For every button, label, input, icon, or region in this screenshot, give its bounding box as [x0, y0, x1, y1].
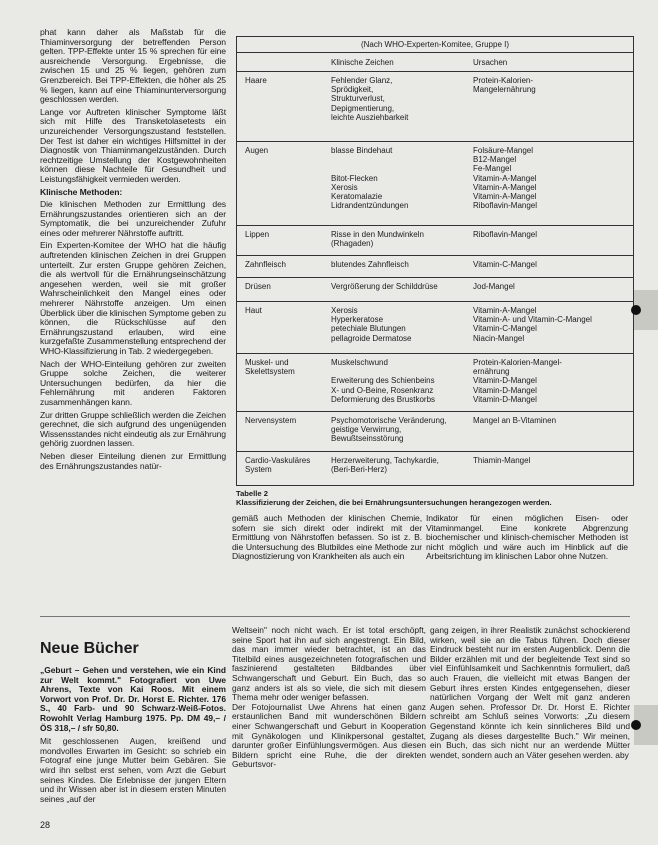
table-row — [237, 277, 633, 302]
table-row — [237, 255, 633, 278]
row-region: Nervensystem — [245, 416, 297, 425]
row-region: Lippen — [245, 230, 270, 239]
table-caption: Tabelle 2 Klassifizierung der Zeichen, die bei Ernährungsuntersuchungen herangezogen werden. — [236, 489, 552, 507]
row-region: Augen — [245, 146, 269, 155]
row-causes: Folsäure-Mangel B12-Mangel Fe-Mangel Vitamin-A-Mangel Vitamin-A-Mangel Vitamin-A-Mangel Riboflavin-Mangel — [473, 146, 538, 211]
row-causes: Riboflavin-Mangel — [473, 230, 538, 239]
paragraph: Neben dieser Einteilung dienen zur Ermittlung des Ernährungszustandes natür- — [40, 450, 226, 471]
row-signs: Xerosis Hyperkeratose petechiale Blutungen pellagroide Dermatose — [331, 306, 412, 343]
table-row — [237, 451, 633, 484]
paragraph: Lange vor Auftreten klinischer Symptome läßt sich mit Hilfe des Transketolasetests ein unzureichender Versorgungszustand feststellen. Der Test ist daher ein wichtiges Hilfsmittel in der Diagnostik von Thiaminmangelzuständen. Durch rechtzeitige Umstellung der Kostgewohnheiten können diese Nachteile für Gesundheit und Leistungsfähigkeit vermieden werden. — [40, 106, 226, 184]
table-row — [237, 71, 633, 142]
row-causes: Jod-Mangel — [473, 282, 515, 291]
row-causes: Vitamin-C-Mangel — [473, 260, 537, 269]
row-causes: Vitamin-A-Mangel Vitamin-A- und Vitamin-C-Mangel Vitamin-C-Mangel Niacin-Mangel — [473, 306, 592, 343]
table-row — [237, 225, 633, 256]
row-causes: Thiamin-Mangel — [473, 456, 531, 465]
row-causes: Protein-Kalorien-Mangel- ernährung Vitamin-D-Mangel Vitamin-D-Mangel Vitamin-D-Mangel — [473, 358, 562, 404]
paragraph: Ein Experten-Komitee der WHO hat die häufig auftretenden klinischen Zeichen in drei Gruppen unterteilt. Zur ersten Gruppe gehören Zeichen, die als wertvoll für die Ernährungseinschätzung angesehen werden, weil sie mit großer Wahrscheinlichkeit den Mangel eines oder mehrerer Nährstoffe anzeigen. Um einen Überblick über die klinischen Symptome geben zu können, die Rückschlüsse auf den Ernährungszustand erlauben, wird eine kurzgefaßte Zusammenstellung entsprechend der WHO-Klassifizierung in Tab. 2 wiedergegeben. — [40, 240, 226, 356]
section-divider — [40, 616, 630, 617]
book-citation: „Geburt – Gehen und verstehen, wie ein Kind zur Welt kommt." Fotografiert von Uwe Ahrens, Texte von Kai Roos. Mit einem Vorwort von Prof. Dr. Dr. Horst E. Richter. 176 S., 40 Farb- und 90 Schwarz-Weiß-Fotos. Rowohlt Verlag Hamburg 1975. Pp. DM 49,– / ÖS 318,– / sfr 50,80. — [40, 665, 226, 733]
table-row — [237, 141, 633, 226]
review-column-3 — [430, 626, 630, 764]
row-signs: Vergrößerung der Schilddrüse — [331, 282, 438, 291]
column-header-causes: Ursachen — [473, 58, 508, 67]
section-title-neue-buecher: Neue Bücher — [40, 640, 139, 657]
table-row — [237, 301, 633, 354]
paragraph: Weltsein" noch nicht wach. Er ist total erschöpft, seine Sport hat ihn auf sich angestrengt. Ein Bild, das man immer wieder betrachtet, ist an das Titelbild eines ausgezeichneten fotografischen und faszinierend gestalteten Bildbandes über Schwangerschaft und Geburt. Ein Buch, das so ganz anders ist als so viele, die sich mit diesem Thema mehr oder weniger befassen. Der Fotojournalist Uwe Ahrens hat einen ganz erstaunlichen Band mit wunderschönen Bildern einer Schwangerschaft und Geburt in Kooperation mit Gynäkologen und Klinikpersonal gestaltet, darunter großer Einfühlungsvermögen. Aus diesen Bildern spricht eine Ruhe, die der direkten Geburtsvor- — [232, 625, 426, 770]
row-region: Haut — [245, 306, 262, 315]
section-heading: Klinische Methoden: — [40, 186, 123, 197]
paragraph: Nach der WHO-Einteilung gehören zur zweiten Gruppe solche Zeichen, die weiterer Untersuchungen bedürfen, da hier die Fehlernährung mit anderen Faktoren zusammenhängen kann. — [40, 358, 226, 407]
paragraph: gang zeigen, in ihrer Realistik zunächst schockierend wirken, weil sie an die Tabus führen. Doch dieser Eindruck besteht nur im ersten Augenblick. Denn die Bilder erzählen mit und der begleitende Text sind so viel Einfühlsamkeit und Sachkenntnis formuliert, daß auch Frauen, die vielleicht mit etwas Bangen der Geburt ihres ersten Kindes entgegensehen, dieser natürlichen Vorgang der Welt mit ganz anderen Augen sehen. Professor Dr. Dr. Horst E. Richter schreibt am Schluß seines Vorworts: „Zu diesem Gegenstand könnte ich kein sinnlicheres Bild und Zugang als dieses dargestellte Buch." Wir meinen, ein Buch, das sich nicht nur an werdende Mütter wendet, sondern auch an Väter gesehen werden. aby — [430, 625, 630, 760]
paragraph: Die klinischen Methoden zur Ermittlung des Ernährungszustandes orientieren sich an der Symptomatik, die bei unzureichender Zufuhr eines oder mehrerer Nährstoffe auftritt. — [40, 199, 226, 238]
row-signs: Herzerweiterung, Tachykardie, (Beri-Beri-Herz) — [331, 456, 439, 475]
article-bottom-column-1 — [232, 514, 422, 565]
row-signs: blutendes Zahnfleisch — [331, 260, 409, 269]
article-left-column — [40, 28, 226, 474]
paragraph: Indikator für einen möglichen Eisen- oder Vitaminmangel. Eine konkrete Abgrenzung biochemischer und klinisch-chemischer Methoden ist nicht möglich und wäre auch im Hinblick auf die Arbeitsrichtung im klinischen Labor ohne Nutzen. — [426, 513, 628, 562]
row-signs: Fehlender Glanz, Sprödigkeit, Strukturverlust, Depigmentierung, leichte Ausziehbarkeit — [331, 76, 409, 122]
paragraph: gemäß auch Methoden der klinischen Chemie, sofern sie sich direkt oder indirekt mit der Ermittlung von Nährstoffen befassen. So ist z. B. die Untersuchung des Blutbildes eine Methode zur Diagnostizierung von Krankheiten als auch ein — [232, 513, 422, 562]
row-causes: Mangel an B-Vitaminen — [473, 416, 557, 425]
article-bottom-column-2 — [426, 514, 628, 565]
row-signs: Muskelschwund Erweiterung des Schienbeins X- und O-Beine, Rosenkranz Deformierung des Brustkorbs — [331, 358, 436, 404]
punch-hole-icon — [631, 305, 641, 315]
punch-hole-icon — [631, 720, 641, 730]
table-header: (Nach WHO-Experten-Komitee, Gruppe I) — [237, 37, 633, 53]
review-column-2 — [232, 626, 426, 774]
table-column-headers — [237, 53, 633, 72]
column-header-signs: Klinische Zeichen — [331, 58, 394, 67]
row-region: Drüsen — [245, 282, 271, 291]
table-row — [237, 411, 633, 452]
paragraph: Mit geschlossenen Augen, kreißend und mondvolles Erwarten im Gesicht: so schrieb ein Fotograf eine junge Mutter beim Gebären. Sie wird ihn selbst erst sehen, vom Arzt die Geburt seines Kindes. Die Erlebnisse der jungen Eltern und ihr Wissen aber ist in diesem ersten Minuten seines „auf der — [40, 736, 226, 804]
row-signs: Risse in den Mundwinkeln (Rhagaden) — [331, 230, 424, 249]
review-column-1 — [40, 666, 226, 808]
paragraph: phat kann daher als Maßstab für die Thiaminversorgung der betreffenden Person gelten. TPP-Effekte unter 15 % sprechen für eine ausreichende Versorgung. Ergebnisse, die zwischen 15 und 25 % liegen, gehören zum Grenzbereich. Bei TPP-Effekten, die höher als 25 % liegen, kann auf eine Thiaminunterversorgung geschlossen werden. — [40, 27, 226, 105]
table-row — [237, 353, 633, 412]
row-causes: Protein-Kalorien- Mangelernährung — [473, 76, 536, 95]
row-region: Haare — [245, 76, 267, 85]
row-region: Cardio-Vaskuläres System — [245, 456, 311, 475]
paragraph: Zur dritten Gruppe schließlich werden die Zeichen gerechnet, die sich aufgrund des ungenügenden Wissensstandes nicht eindeutig als zur Ernährung gehörig zuordnen lassen. — [40, 409, 226, 449]
row-signs: Psychomotorische Veränderung, geistige Verwirrung, Bewußtseinsstörung — [331, 416, 447, 444]
classification-table — [236, 36, 634, 486]
row-region: Muskel- und Skelettsystem — [245, 358, 295, 377]
page-number: 28 — [40, 820, 51, 830]
row-region: Zahnfleisch — [245, 260, 286, 269]
row-signs: blasse Bindehaut Bitot-Flecken Xerosis Keratomalazie Lidrandentzündungen — [331, 146, 409, 211]
